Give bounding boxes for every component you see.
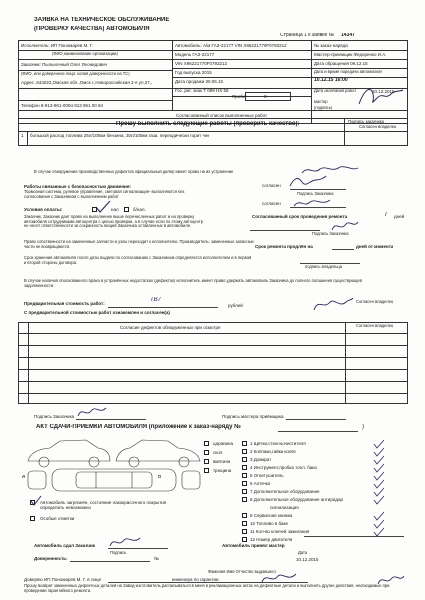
repair-term-label: Согласованный срок проведения ремонта <box>252 214 348 219</box>
safety-text: Тормозная система, рулевое управление, световая сигнализация- выполняются без согласования с Заказчиком с выполнением работ <box>24 190 185 199</box>
check-box[interactable] <box>242 529 247 534</box>
repair-signature <box>330 218 360 234</box>
prolong-sub: подпись владельца <box>305 265 343 269</box>
safety-title: Работы связанные с безопасностью движения: <box>24 184 131 189</box>
legend-scratch-box <box>204 441 209 446</box>
prelim-signature <box>312 296 354 314</box>
check-box[interactable] <box>242 497 247 502</box>
master-sign-label: мастер <box>314 100 328 104</box>
prolong-days-label: дней от момента <box>356 244 394 249</box>
executor-label: Исполнитель: ИП Пономарев М. Г. <box>21 43 93 48</box>
disputes-text: В случае наличия обоснованного брака в устранённых недостатках (дефектах) исполнитель имеет право удержать автомобиль Заказчика до полного погашения существующей задолженности. <box>24 279 362 288</box>
agree2-sub-line <box>250 230 320 231</box>
prelim-label: Предварительная стоимость работ: <box>24 301 105 306</box>
agree1-signature <box>288 174 328 190</box>
mileage-value: 0 <box>264 94 267 99</box>
car-model: Модель ГАЗ-22177 <box>175 52 215 57</box>
defects-master-line <box>286 419 346 420</box>
noncash-label: б/нал. <box>133 207 146 212</box>
attorney-line <box>70 561 150 562</box>
defects-row-3 <box>18 369 408 370</box>
form-title-line2: (ПРОВЕРКУ КАЧЕСТВА) АВТОМОБИЛЯ <box>34 26 150 32</box>
form-title-line1: ЗАЯВКА НА ТЕХНИЧЕСКОЕ ОБСЛУЖИВАНИЕ <box>34 17 170 23</box>
agree1-sub: Подпись Заказчика <box>297 192 334 196</box>
car-label: Автомобиль: А/м ГАЗ-22177 VIN X96221770F0793212 <box>175 43 287 48</box>
works-col-no <box>27 131 28 146</box>
master-sign-sub: (подпись) <box>314 106 333 110</box>
defects-header-line <box>18 333 408 334</box>
legend-dent-box <box>204 459 209 464</box>
payment-label: Условия оплаты: <box>24 207 63 212</box>
check-box[interactable] <box>242 473 247 478</box>
engineer-label: инженера по гарантии <box>172 577 219 582</box>
order-no-label: № заказ-наряда <box>314 43 348 48</box>
engine-no-line <box>304 536 404 537</box>
act-date: 10.12.2015 <box>296 557 319 562</box>
top-row-2 <box>18 59 408 60</box>
repair-days-label: дней <box>394 214 405 219</box>
works-row-text: большой расход топлива 25л/100км бензина, 30л/100км газа. переодически горит чек <box>30 133 210 138</box>
check-item: 4 Инструмент,пробка топл. бака <box>250 465 317 470</box>
handed-label: Автомобиль сдал Заказчик <box>34 543 96 548</box>
check-item: 6 Аптечка <box>250 481 271 486</box>
price-terms-text: Срок хранения автомобиля после даты выдачи по согласованию с Заказчиком определяется исполнителем и в первой и второй стороны договора. <box>24 256 252 265</box>
reg-plate: Гос. рег. знак Т 099 НХ 55 <box>175 88 229 93</box>
check-box[interactable] <box>242 489 247 494</box>
handed-sub: Подпись <box>110 551 127 555</box>
trust-text: Доверяю ИП Пономарев М. Г. в лице <box>24 577 102 582</box>
check-box[interactable] <box>242 521 247 526</box>
top-divider-2 <box>311 40 312 124</box>
finish-label: Дата окончания работ <box>314 89 357 93</box>
page-label: Страница 1 к заявке № <box>280 33 335 38</box>
check-item: 11 Кол-во ключей зажигания <box>250 529 310 534</box>
agree2-label: согласен <box>262 201 281 206</box>
defects-master-sign: Подпись мастера приёмщика <box>222 414 284 419</box>
request-text: Заказчик, Заказчик дает право на выполнение выше перечисленных работ и на проверку автомобиля сотрудниками автоцентра с целью проверки, а в случае если по этому автоцентр не несет ответственности за сохранность вещей Заказчика оставленных в автомобиле. <box>24 215 203 229</box>
agree1-label: согласен <box>262 183 281 188</box>
agree2-sub: Подпись Заказчика <box>312 232 349 236</box>
executor-sub: (ФИО,наименование организации) <box>52 52 118 56</box>
legend-chip-box <box>204 450 209 455</box>
works-header: Прошу выполнить следующие работы (проверить качество): <box>116 121 300 127</box>
check-item: 5 Огнетушитель <box>250 473 284 478</box>
appeal-date: Дата обращения 09.12.15 <box>314 61 368 66</box>
check-box[interactable] <box>242 457 247 462</box>
top-row-3 <box>172 68 408 69</box>
defects-table <box>18 322 408 404</box>
check-item: 9 Сервисная книжка <box>250 513 293 518</box>
works-owner-label: Согласен владелец <box>359 125 397 129</box>
cash-check-mark-icon <box>94 200 112 214</box>
check-item: 8 Дополнительное оборудование антирадар <box>250 497 343 502</box>
receive-label: Дата и время поредачи автомобиля <box>314 70 383 74</box>
date-label: Дата <box>298 551 308 555</box>
attorney-label: Доверенность: <box>34 556 68 561</box>
receive-value: 10.12.15 16:00 <box>314 78 348 83</box>
mileage-box <box>245 92 291 101</box>
check-item: 12 Номер двигателя <box>250 537 293 542</box>
diagram-a-label: A <box>22 475 26 480</box>
mileage-label: Пробег <box>232 94 247 99</box>
top-row-7 <box>18 110 408 111</box>
check-box[interactable] <box>242 441 247 446</box>
check-item: 10 Топливо в баке <box>250 521 288 526</box>
prelim-owner-label: Согласен владелец <box>356 300 394 304</box>
defects-row-2 <box>18 357 408 358</box>
prelim-ack: С предварительной стоимостью работ ознакомлен и согласен(а) <box>24 310 170 315</box>
defects-col-sign <box>345 322 346 404</box>
check-box[interactable] <box>242 449 247 454</box>
top-row-1 <box>18 50 408 51</box>
agree2-signature <box>292 196 332 210</box>
prelim-line <box>108 307 218 308</box>
prelim-rub: рублей <box>228 303 243 308</box>
page-number: 14347 <box>341 33 355 38</box>
agreed-works-list: Согласованный список выполненных работ <box>176 113 268 118</box>
defects-row-5 <box>18 393 408 394</box>
sale-date: Дата продажи 30.06.15 <box>175 79 223 84</box>
check-box[interactable] <box>242 465 247 470</box>
car-vin: VIN X96221770F0793212 <box>175 61 228 66</box>
check-box[interactable] <box>242 513 247 518</box>
corner-signature <box>376 572 406 588</box>
handed-signature <box>108 534 142 550</box>
other-damage-checkbox[interactable] <box>30 516 35 521</box>
works-row-no: 1 <box>21 133 24 138</box>
customer-address: Адрес ,644022,Омская обл.,Омск г.,Новороссийская 2-я ул,27,, <box>21 80 153 85</box>
prolong-sign-line <box>300 263 360 264</box>
act-title: АКТ СДАЧИ-ПРИЁМКИ АВТОМОБИЛЯ (приложение к заказ-наряду № <box>36 424 241 430</box>
car-diagram <box>24 435 202 495</box>
diagram-b-label: B <box>158 475 162 480</box>
defects-title: Согласие дефектов обнаруженных при осмотре <box>120 325 221 330</box>
customer-sub: (ФИО, или доверенное лицо: копия доверенности на ТС) <box>21 72 130 76</box>
legend-chip: скол <box>213 450 223 455</box>
act-title-close: ) <box>362 424 364 430</box>
master-signature <box>355 84 405 110</box>
top-row-3b <box>18 70 172 71</box>
master-name: Мастер-приемщик Федоренко И.А. <box>314 52 387 57</box>
check-box[interactable] <box>242 537 247 542</box>
cash-label: нал <box>111 207 119 212</box>
prolong-line <box>332 249 354 250</box>
check-box[interactable] <box>242 481 247 486</box>
check-item: 3 Домкрат <box>250 457 272 462</box>
repair-days: 7 <box>384 212 388 218</box>
defects-owner-label: Согласен владелец <box>356 324 394 328</box>
return-text: Право собственности на замененные запчасти и узлы переходит к исполнителю. Производитель: замененные запасные части не возвращаются. <box>24 240 254 249</box>
legend-scratch: царапина <box>213 441 234 446</box>
check-item: 7 Дополнительное оборудование <box>250 489 320 494</box>
top-row-4 <box>172 77 408 78</box>
works-row-1 <box>18 131 408 132</box>
works-sign-label: Подпись заказчика <box>348 120 384 124</box>
defects-customer-signature <box>76 404 108 420</box>
top-row-6 <box>18 100 172 101</box>
check-item: сигнализация <box>270 505 299 510</box>
act-title-line <box>278 431 358 432</box>
final-signature <box>260 570 298 586</box>
attorney-no: № <box>154 556 159 561</box>
car-year: Год выпуска 2015 <box>175 70 212 75</box>
prelim-value: ТВ7 <box>150 297 162 303</box>
defects-row-1 <box>18 345 408 346</box>
dirty-note: Автомобиль загрязнён, состояние лакокрасочного покрытия определить невозможно <box>40 500 167 511</box>
noncash-checkbox[interactable] <box>124 207 129 212</box>
finish-value: 10.12.2015 <box>372 89 395 94</box>
legend-crack-box <box>204 468 209 473</box>
checklist-tick-marks-icon <box>372 440 388 550</box>
accepted-label: Автомобиль принял мастер <box>222 543 285 548</box>
customer-label: Заказчик: Пыльночный Олег Леонидович <box>21 62 107 67</box>
defects-customer-sign: Подпись Заказчика <box>34 414 75 419</box>
prolong-label: Срок ремонта продлён на <box>255 244 313 249</box>
fio-label: Фамилия Имя Отчество выдавшего <box>208 570 276 574</box>
legend-crack: трещина <box>213 468 232 473</box>
defects-col-no <box>28 322 29 404</box>
legend-dent: вмятина <box>213 459 231 464</box>
discovery-note: В случае обнаружения производственных дефектов официальный дилер имеет право на их устранение <box>34 170 234 174</box>
check-item: 2 Колпаки,гайки колёс <box>250 449 297 454</box>
customer-phone: Телефон 8-913-961-0094 913 961 00 94 <box>21 103 103 108</box>
check-item: 1 Щётки,стеклоочистителя <box>250 441 306 446</box>
other-damage-label: Особые отметки <box>40 516 75 521</box>
defects-row-4 <box>18 381 408 382</box>
final-text: Прошу возврат замененных дефектных деталей на Завод-изготовитель,расписываться в меня в рекламационных актах на дефектные детали и выполнить другие действия, необходимые при проведении гарантийного ремонта. <box>24 584 390 593</box>
works-col-sign <box>344 118 345 146</box>
